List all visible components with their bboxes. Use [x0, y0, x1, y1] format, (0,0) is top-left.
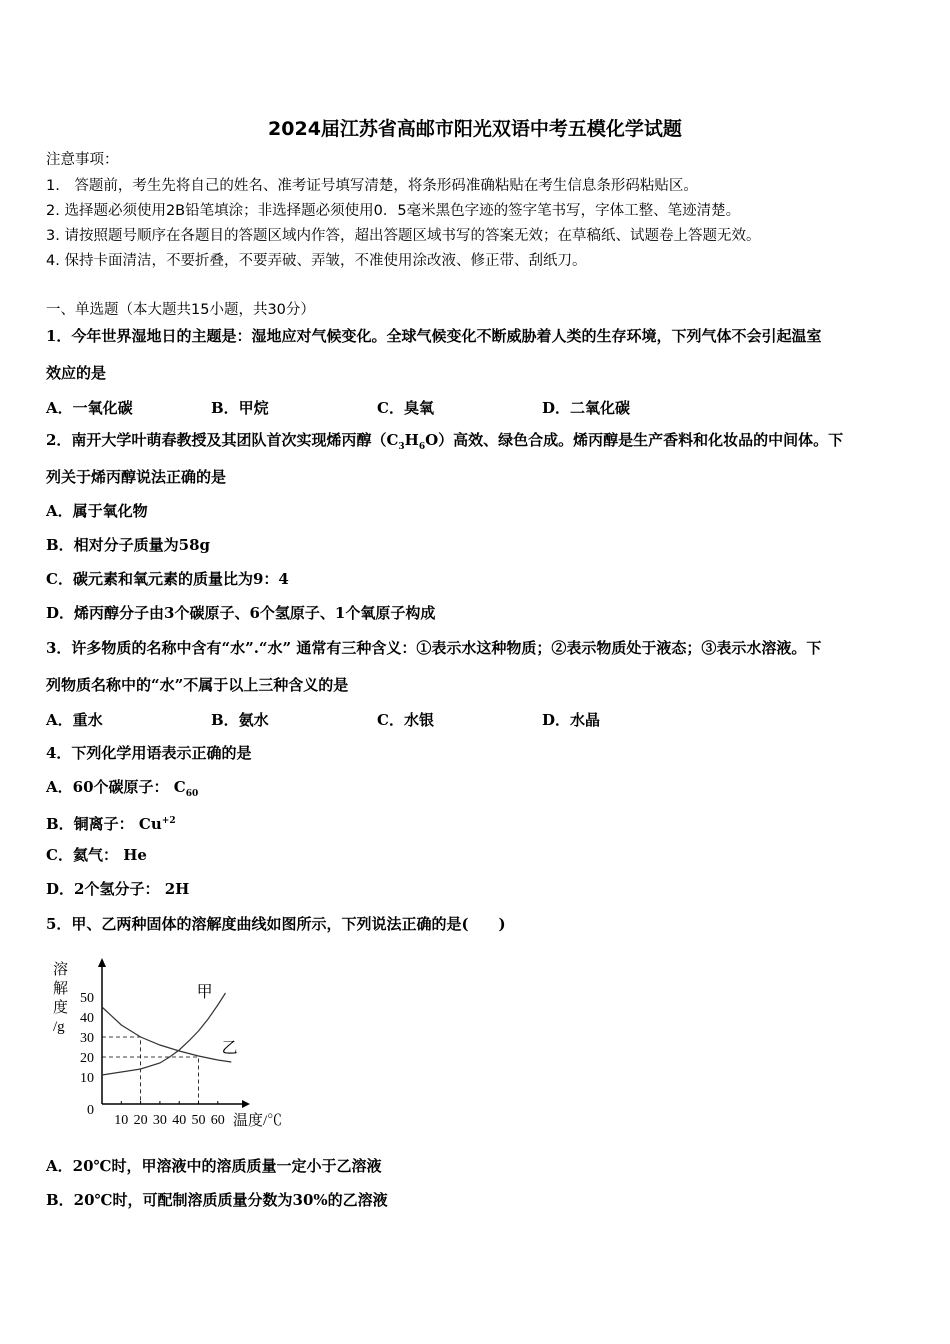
- note-item: 3. 请按照题号顺序在各题目的答题区域内作答，超出答题区域书写的答案无效；在草稿纸、试题卷上答题无效。: [46, 228, 761, 244]
- q4-option-a: [46, 777, 198, 804]
- q5-option-b: B．20℃时，可配制溶质质量分数为30%的乙溶液: [46, 1191, 388, 1209]
- x-axis-label: 温度/℃: [233, 1113, 283, 1129]
- y-axis-label: 解: [53, 981, 69, 997]
- q5-option-a: A．20℃时，甲溶液中的溶质质量一定小于乙溶液: [46, 1157, 382, 1175]
- y-axis-label: 溶: [53, 962, 69, 978]
- x-tick-label: 10: [114, 1113, 129, 1128]
- question-1-cont: 效应的是: [46, 364, 107, 382]
- x-axis-arrow-icon: [242, 1100, 250, 1108]
- solubility-chart: [40, 950, 300, 1140]
- subscript: 60: [185, 789, 199, 799]
- question-3-cont: 列物质名称中的“水”不属于以上三种含义的是: [46, 676, 349, 694]
- curve-yi: [102, 1007, 231, 1062]
- question-2: [46, 430, 843, 457]
- question-5: 5．甲、乙两种固体的溶解度曲线如图所示，下列说法正确的是( ): [46, 915, 506, 933]
- question-3: 3．许多物质的名称中含有“水”.“水” 通常有三种含义：①表示水这种物质；②表示物质处于液态；③表示水溶液。下: [46, 639, 822, 657]
- section-heading: 一、单选题（本大题共15小题，共30分）: [46, 302, 315, 318]
- q4-option-d: [46, 879, 189, 899]
- y-axis-arrow-icon: [98, 958, 106, 967]
- x-tick-label: 60: [210, 1113, 225, 1128]
- x-tick-label: 20: [133, 1113, 148, 1128]
- y-axis-label: 度: [53, 1000, 69, 1016]
- question-4: 4．下列化学用语表示正确的是: [46, 744, 252, 762]
- y-tick-label: 0: [87, 1103, 94, 1118]
- q3-option-d: D．水晶: [542, 711, 601, 729]
- y-tick-label: 10: [80, 1071, 94, 1086]
- option-label: A．60个碳原子：: [46, 778, 169, 796]
- q1-option-c: C．臭氧: [377, 399, 434, 417]
- note-item: 1. 答题前，考生先将自己的姓名、准考证号填写清楚，将条形码准确粘贴在考生信息条形码粘贴区。: [46, 178, 698, 194]
- y-axis-label: /g: [53, 1019, 65, 1035]
- x-tick-label: 40: [172, 1113, 187, 1128]
- q1-option-b: B．甲烷: [211, 399, 269, 417]
- question-1: 1．今年世界湿地日的主题是：湿地应对气候变化。全球气候变化不断威胁着人类的生存环境，下列气体不会引起温室: [46, 327, 822, 345]
- y-tick-label: 30: [80, 1031, 94, 1046]
- q2-option-c: C．碳元素和氧元素的质量比为9：4: [46, 570, 289, 588]
- note-item: 4. 保持卡面清洁，不要折叠，不要弄破、弄皱，不准使用涂改液、修正带、刮纸刀。: [46, 253, 587, 269]
- note-item: 2. 选择题必须使用2B铅笔填涂；非选择题必须使用0．5毫米黑色字迹的签字笔书写，字体工整、笔迹清楚。: [46, 203, 741, 219]
- question-2-cont: 列关于烯丙醇说法正确的是: [46, 468, 227, 486]
- notes-heading: 注意事项：: [46, 152, 119, 168]
- q2-text: 2．南开大学叶萌春教授及其团队首次实现烯丙醇（C: [46, 431, 399, 449]
- page-title: 2024届江苏省高邮市阳光双语中考五模化学试题: [268, 118, 682, 140]
- guide-line: [102, 1057, 199, 1104]
- q2-text: O）高效、绿色合成。烯丙醇是生产香料和化妆品的中间体。下: [425, 431, 844, 449]
- q1-option-d: D．二氧化碳: [542, 399, 631, 417]
- subscript: 3: [398, 442, 405, 452]
- x-tick-label: 50: [191, 1113, 206, 1128]
- y-tick-label: 40: [80, 1011, 94, 1026]
- series-label: 乙: [221, 1040, 238, 1057]
- y-tick-label: 50: [80, 991, 94, 1006]
- y-tick-label: 20: [80, 1051, 94, 1066]
- q1-option-a: A．一氧化碳: [46, 399, 133, 417]
- q2-option-b: B．相对分子质量为58g: [46, 536, 211, 554]
- formula: He: [123, 846, 147, 864]
- q3-option-a: A．重水: [46, 711, 103, 729]
- q3-option-c: C．水银: [377, 711, 434, 729]
- x-tick-label: 30: [152, 1113, 167, 1128]
- formula: 2H: [164, 880, 190, 898]
- option-label: B．铜离子：: [46, 815, 134, 833]
- formula: C: [173, 778, 186, 796]
- formula: H: [404, 431, 419, 449]
- subscript: 6: [418, 442, 426, 452]
- series-label: 甲: [196, 984, 213, 1001]
- curve-jia: [102, 993, 226, 1075]
- q4-option-b: [46, 811, 176, 834]
- superscript: +2: [161, 816, 176, 826]
- formula: Cu: [138, 815, 162, 833]
- q3-option-b: B．氨水: [211, 711, 269, 729]
- option-label: C．氦气：: [46, 846, 118, 864]
- q2-option-d: D．烯丙醇分子由3个碳原子、6个氢原子、1个氧原子构成: [46, 604, 436, 622]
- q2-option-a: A．属于氧化物: [46, 502, 148, 520]
- option-label: D．2个氢分子：: [46, 880, 160, 898]
- q4-option-c: [46, 845, 147, 865]
